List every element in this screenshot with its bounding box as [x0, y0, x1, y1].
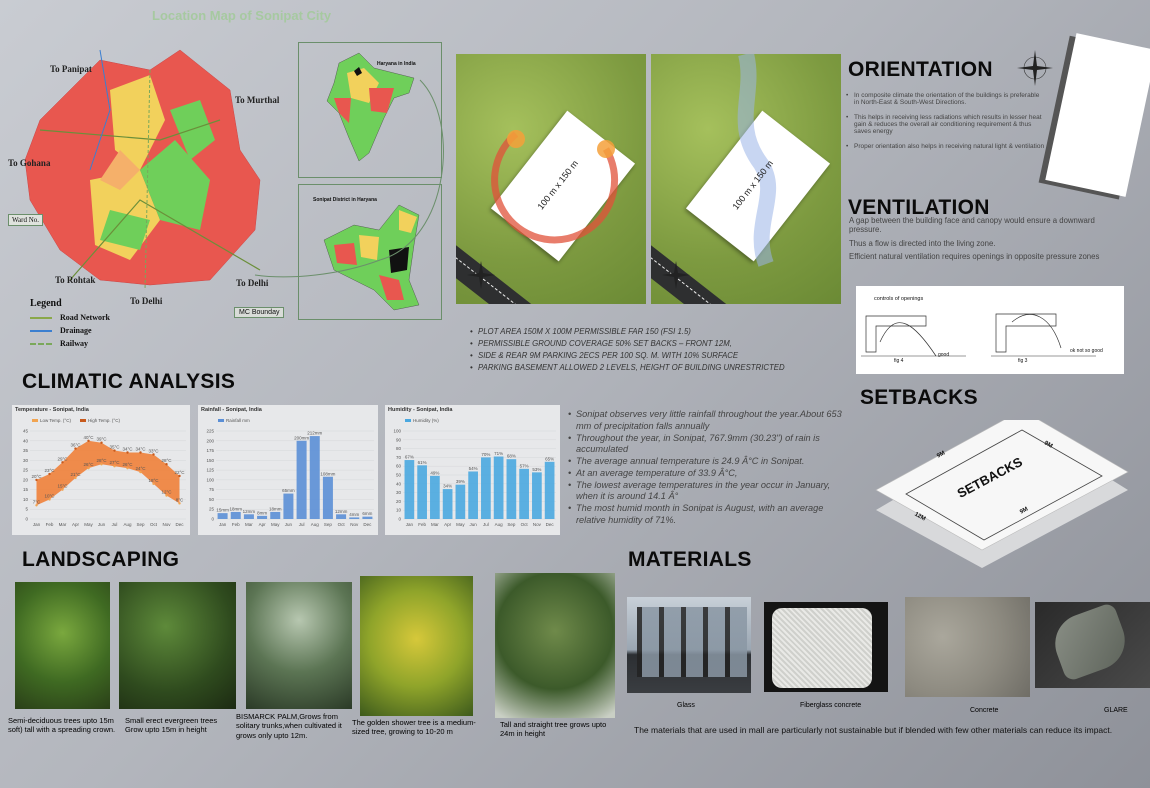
- low-temp-point: [35, 504, 37, 506]
- label-to-delhi-1: To Delhi: [130, 296, 163, 306]
- bar: [297, 441, 307, 519]
- x-tick-label: Aug: [494, 522, 503, 527]
- legend-title: Legend: [30, 298, 62, 309]
- climate-point: • The lowest average temperatures in the year occur in January, when it is around 14.1 Â°: [568, 480, 850, 504]
- bar-data-label: 200mm: [294, 435, 310, 441]
- legend-item-railway: Railway: [30, 339, 110, 348]
- material-glare-photo: [1035, 602, 1150, 688]
- temp-data-label: 23°C: [44, 468, 55, 474]
- y-tick-label: 30: [395, 490, 401, 496]
- y-tick-label: 0: [211, 516, 214, 522]
- temp-data-label: 33°C: [148, 448, 159, 454]
- bar: [405, 460, 415, 519]
- high-temp-point: [74, 447, 76, 449]
- low-temp-point: [139, 471, 141, 473]
- high-temp-point: [48, 473, 50, 475]
- temp-data-label: 22°C: [174, 469, 185, 475]
- inset-india-label: Haryana in India: [377, 61, 416, 67]
- bar-data-label: 6mm: [362, 511, 373, 517]
- low-temp-point: [87, 467, 89, 469]
- legend-swatch: [80, 419, 86, 422]
- bar: [336, 514, 346, 519]
- bar: [362, 517, 372, 519]
- temp-data-label: 26°C: [83, 462, 94, 468]
- temperature-chart-title: Temperature - Sonipat, India: [15, 407, 89, 413]
- legend-swatch: [32, 419, 38, 422]
- label-to-murthal: To Murthal: [235, 95, 280, 105]
- x-tick-label: Feb: [45, 522, 54, 527]
- bar: [257, 516, 267, 519]
- temperature-chart: [12, 405, 190, 535]
- setback-dim: 9M: [936, 450, 947, 460]
- rainfall-chart: [198, 405, 378, 535]
- low-temp-point: [113, 465, 115, 467]
- diagram-title: controls of openings: [874, 296, 924, 302]
- bar-data-label: 54%: [468, 465, 478, 471]
- low-temp-point: [152, 483, 154, 485]
- y-tick-label: 20: [395, 498, 401, 504]
- tree-photo-5: [495, 573, 615, 718]
- legend-label: Low Temp. (°C): [40, 418, 71, 423]
- temp-data-label: 18°C: [148, 477, 159, 483]
- tree-caption-2: Small erect evergreen trees Grow upto 15m in height: [125, 716, 218, 735]
- material-glass-photo: [627, 597, 751, 693]
- setback-dim: 9M: [1019, 506, 1030, 516]
- bar-data-label: 4mm: [349, 511, 360, 517]
- high-temp-point: [61, 461, 63, 463]
- material-label-glass: Glass: [677, 702, 695, 709]
- bar: [443, 489, 453, 519]
- x-tick-label: Aug: [123, 522, 132, 527]
- x-tick-label: Feb: [231, 522, 240, 527]
- low-temp-point: [165, 494, 167, 496]
- climate-point: • At an average temperature of 33.9 Â°C,: [568, 468, 850, 480]
- temp-data-label: 26°C: [122, 462, 133, 468]
- temp-data-label: 8°C: [175, 497, 184, 503]
- bar: [218, 513, 228, 519]
- bar: [519, 469, 529, 519]
- setbacks-diagram: [872, 420, 1132, 570]
- ventilation-line: A gap between the building face and canopy would ensure a downward pressure.: [849, 216, 1095, 235]
- y-tick-label: 40: [22, 438, 28, 444]
- high-temp-point: [35, 479, 37, 481]
- x-tick-label: Dec: [363, 522, 372, 527]
- y-tick-label: 200: [206, 438, 214, 444]
- bar-data-label: 65%: [545, 456, 555, 462]
- bar-data-label: 18mm: [268, 506, 282, 512]
- bar-data-label: 49%: [430, 470, 440, 476]
- temp-data-label: 40°C: [83, 434, 94, 440]
- y-tick-label: 150: [206, 457, 214, 463]
- y-tick-label: 90: [395, 437, 401, 443]
- humidity-chart-title: Humidity - Sonipat, India: [388, 407, 453, 413]
- x-tick-label: Nov: [532, 522, 541, 527]
- x-tick-label: Feb: [418, 522, 427, 527]
- bar-data-label: 39%: [455, 479, 465, 485]
- y-tick-label: 25: [22, 467, 28, 473]
- y-tick-label: 10: [395, 507, 401, 513]
- label-to-rohtak: To Rohtak: [55, 275, 96, 285]
- temp-data-label: 28°C: [96, 458, 107, 464]
- tree-caption-5: Tall and straight tree grows upto 24m in height: [500, 720, 607, 739]
- x-tick-label: Apr: [444, 522, 452, 527]
- x-tick-label: Oct: [149, 522, 158, 527]
- bar-data-label: 12mm: [334, 508, 348, 514]
- temp-data-label: 28°C: [161, 458, 172, 464]
- high-temp-point: [139, 451, 141, 453]
- ventilation-line: Efficient natural ventilation requires openings in opposite pressure zones: [849, 252, 1100, 262]
- x-tick-label: Nov: [350, 522, 359, 527]
- bar: [532, 472, 542, 519]
- temp-data-label: 24°C: [135, 466, 146, 472]
- x-tick-label: May: [84, 522, 93, 527]
- bar: [456, 485, 466, 519]
- high-temp-point: [113, 449, 115, 451]
- bar: [507, 459, 517, 519]
- x-tick-label: Jun: [284, 522, 293, 527]
- x-tick-label: Nov: [162, 522, 171, 527]
- climate-heading: CLIMATIC ANALYSIS: [22, 370, 236, 393]
- bar-data-label: 57%: [519, 463, 529, 469]
- climate-point: • The average annual temperature is 24.9 Â°C in Sonipat.: [568, 456, 850, 468]
- plot-label-2: 100 m x 150 m: [730, 158, 776, 212]
- site-wind-flow: [651, 54, 841, 304]
- x-tick-label: Jun: [469, 522, 477, 527]
- temp-data-label: 21°C: [70, 471, 81, 477]
- y-tick-label: 100: [393, 428, 401, 434]
- plot-label-1: 100 m x 150 m: [535, 158, 581, 212]
- x-tick-label: Jan: [218, 522, 227, 527]
- map-title: Location Map of Sonipat City: [152, 8, 332, 23]
- rainfall-chart-title: Rainfall - Sonipat, India: [201, 407, 262, 413]
- y-tick-label: 50: [208, 496, 214, 502]
- bar-data-label: 68%: [506, 453, 516, 459]
- x-tick-label: May: [270, 522, 280, 527]
- temp-data-label: 27°C: [109, 460, 120, 466]
- legend-swatch: [405, 419, 411, 422]
- material-label-fiberglass: Fiberglass concrete: [800, 702, 862, 709]
- compass-icon-2: [661, 260, 691, 290]
- label-to-delhi-2: To Delhi: [236, 278, 269, 288]
- low-temp-point: [61, 488, 63, 490]
- temp-data-label: 39°C: [96, 436, 107, 442]
- label-mc-boundary: MC Bounday: [234, 307, 284, 318]
- x-tick-label: Dec: [545, 522, 554, 527]
- material-label-glare: GLARE: [1104, 707, 1128, 714]
- temp-data-label: 34°C: [122, 446, 133, 452]
- temp-data-label: 36°C: [70, 442, 81, 448]
- low-temp-point: [126, 467, 128, 469]
- high-temp-point: [178, 475, 180, 477]
- material-fiberglass-photo: [764, 602, 888, 692]
- bar: [494, 457, 504, 519]
- high-temp-point: [152, 453, 154, 455]
- diagram-good: good: [938, 352, 950, 358]
- low-temp-point: [178, 502, 180, 504]
- x-tick-label: Apr: [71, 522, 80, 527]
- x-tick-label: May: [456, 522, 465, 527]
- materials-heading: MATERIALS: [628, 548, 752, 571]
- temp-data-label: 34°C: [135, 446, 146, 452]
- map-legend: [30, 298, 110, 348]
- material-label-concrete: Concrete: [970, 707, 999, 714]
- inset-haryana-label: Sonipat District in Haryana: [313, 197, 377, 203]
- x-tick-label: Mar: [58, 522, 67, 527]
- x-tick-label: Jan: [405, 522, 414, 527]
- legend-label: Rainfall mm: [226, 418, 250, 423]
- high-temp-point: [126, 451, 128, 453]
- x-tick-label: Oct: [337, 522, 345, 527]
- y-tick-label: 100: [206, 477, 214, 483]
- temp-data-label: 20°C: [31, 473, 42, 479]
- y-tick-label: 0: [398, 516, 401, 522]
- landscaping-heading: LANDSCAPING: [22, 548, 180, 571]
- temp-data-label: 35°C: [109, 444, 120, 450]
- y-tick-label: 30: [22, 457, 28, 463]
- tree-photo-4: [360, 576, 473, 716]
- site-notes: [470, 326, 840, 374]
- compass-icon-1: [466, 260, 496, 290]
- legend-item-road: Road Network: [30, 313, 110, 322]
- x-tick-label: Oct: [520, 522, 528, 527]
- label-to-gohana: To Gohana: [8, 158, 51, 168]
- humidity-chart: [385, 405, 560, 535]
- x-tick-label: Dec: [175, 522, 184, 527]
- bar: [468, 471, 478, 519]
- bar-data-label: 70%: [481, 451, 491, 457]
- x-tick-label: Sep: [507, 522, 516, 527]
- setbacks-center-label: SETBACKS: [954, 454, 1025, 501]
- site-sun-path: [456, 54, 646, 304]
- orientation-point: • This helps in receiving less radiations which results in lesser heat gain & reduces the overall air conditioning requirement & thus saves energy: [846, 114, 1046, 135]
- climate-points: [568, 409, 850, 527]
- tree-photo-2: [119, 582, 236, 709]
- x-tick-label: Mar: [431, 522, 439, 527]
- y-tick-label: 45: [22, 428, 28, 434]
- y-tick-label: 50: [395, 472, 401, 478]
- label-to-panipat: To Panipat: [50, 64, 92, 74]
- temp-data-label: 15°C: [57, 483, 68, 489]
- low-temp-point: [100, 463, 102, 465]
- orientation-point: • Proper orientation also helps in receiving natural light & ventilation: [846, 143, 1046, 150]
- bar-data-label: 53%: [532, 466, 542, 472]
- bar-data-label: 18mm: [229, 506, 243, 512]
- climate-point: • Throughout the year, in Sonipat, 767.9mm (30.23") of rain is accumulated: [568, 433, 850, 457]
- orientation-building: [1045, 33, 1150, 197]
- bar-data-label: 108mm: [320, 471, 336, 477]
- diagram-fig4: fig 4: [894, 358, 904, 364]
- orientation-point: • In composite climate the orientation of the buildings is preferable in North-East & South-West Directions.: [846, 92, 1046, 106]
- y-tick-label: 70: [395, 454, 401, 460]
- bar-data-label: 65mm: [282, 488, 295, 494]
- compass-icon-orientation: [1015, 48, 1055, 88]
- y-tick-label: 0: [25, 516, 28, 522]
- legend-label: Humidity (%): [413, 418, 439, 423]
- y-tick-label: 20: [22, 477, 28, 483]
- materials-note: The materials that are used in mall are particularly not sustainable but if blended with few other materials can reduce its impact.: [634, 725, 1113, 735]
- bar-data-label: 8mm: [257, 510, 268, 516]
- orientation-points: [846, 92, 1046, 150]
- bar-data-label: 212mm: [307, 430, 323, 436]
- low-temp-point: [74, 477, 76, 479]
- tree-photo-3: [246, 582, 352, 709]
- x-tick-label: Jun: [97, 522, 106, 527]
- bar: [283, 494, 293, 519]
- legend-label: High Temp. (°C): [88, 418, 120, 423]
- ventilation-heading: VENTILATION: [848, 196, 990, 219]
- orientation-heading: ORIENTATION: [848, 58, 993, 81]
- temp-data-label: 10°C: [44, 493, 55, 499]
- y-tick-label: 175: [206, 448, 214, 454]
- bar: [545, 462, 555, 519]
- bar: [244, 514, 254, 519]
- legend-item-drainage: Drainage: [30, 326, 110, 335]
- tree-caption-3: BISMARCK PALM,Grows from solitary trunks,when cultivated it grows only upto 12m.: [236, 712, 342, 740]
- bar: [231, 512, 241, 519]
- bar-data-label: 71%: [494, 451, 504, 457]
- bar: [481, 457, 491, 519]
- x-tick-label: Apr: [258, 522, 266, 527]
- bar: [349, 517, 359, 519]
- y-tick-label: 125: [206, 467, 214, 473]
- bar: [270, 512, 280, 519]
- site-note: • PARKING BASEMENT ALLOWED 2 LEVELS, HEIGHT OF BUILDING UNRESTRICTED: [470, 362, 840, 374]
- tree-caption-4: The golden shower tree is a medium-sized tree, growing to 10-20 m: [352, 718, 476, 737]
- x-tick-label: Jul: [482, 522, 489, 527]
- temp-data-label: 7°C: [32, 499, 41, 505]
- ventilation-line: Thus a flow is directed into the living zone.: [849, 238, 996, 248]
- x-tick-label: Jul: [111, 522, 118, 527]
- y-tick-label: 25: [208, 506, 214, 512]
- y-tick-label: 80: [395, 446, 401, 452]
- high-temp-point: [100, 442, 102, 444]
- y-tick-label: 40: [395, 481, 401, 487]
- y-tick-label: 10: [22, 496, 28, 502]
- x-tick-label: Jul: [298, 522, 305, 527]
- label-ward-no: Ward No.: [8, 214, 43, 226]
- material-concrete-photo: [905, 597, 1030, 697]
- site-note: • PERMISSIBLE GROUND COVERAGE 50% SET BACKS – FRONT 12M,: [470, 338, 840, 350]
- ventilation-diagram: [856, 286, 1124, 374]
- high-temp-point: [165, 463, 167, 465]
- site-note: • SIDE & REAR 9M PARKING 2ECS PER 100 SQ. M. WITH 10% SURFACE: [470, 350, 840, 362]
- temp-data-label: 12°C: [161, 489, 172, 495]
- y-tick-label: 5: [25, 506, 28, 512]
- bar: [310, 436, 320, 519]
- y-tick-label: 60: [395, 463, 401, 469]
- x-tick-label: Sep: [323, 522, 332, 527]
- bar: [430, 476, 440, 519]
- temp-data-label: 29°C: [57, 456, 68, 462]
- low-temp-point: [48, 498, 50, 500]
- bar-data-label: 15mm: [216, 507, 229, 513]
- y-tick-label: 225: [206, 428, 214, 434]
- diagram-not-good: ok not so good: [1070, 348, 1103, 354]
- bar-data-label: 61%: [417, 459, 427, 465]
- tree-caption-1: Semi-deciduous trees upto 15m soft) tall with a spreading crown.: [8, 716, 116, 735]
- x-tick-label: Aug: [310, 522, 319, 527]
- high-temp-point: [87, 440, 89, 442]
- x-tick-label: Mar: [245, 522, 253, 527]
- legend-swatch: [218, 419, 224, 422]
- setback-dim: 9M: [1043, 440, 1054, 450]
- bar-data-label: 67%: [404, 454, 414, 460]
- setback-dim: 12M: [913, 511, 927, 523]
- y-tick-label: 75: [208, 487, 214, 493]
- climate-point: • Sonipat observes very little rainfall throughout the year.About 653 mm of precipitation falls annually: [568, 409, 850, 433]
- x-tick-label: Jan: [32, 522, 41, 527]
- site-note: • PLOT AREA 150M X 100M PERMISSIBLE FAR 150 (FSI 1.5): [470, 326, 840, 338]
- x-tick-label: Sep: [136, 522, 145, 527]
- tree-photo-1: [15, 582, 110, 709]
- diagram-fig3: fig 3: [1018, 358, 1028, 364]
- ventilation-text: [849, 216, 1109, 261]
- climate-point: • The most humid month in Sonipat is August, with an average relative humidity of 71%.: [568, 503, 850, 527]
- bar-data-label: 12mm: [242, 508, 256, 514]
- y-tick-label: 15: [22, 487, 28, 493]
- map-connector: [250, 60, 460, 290]
- bar: [417, 465, 427, 519]
- setbacks-heading: SETBACKS: [860, 386, 978, 409]
- bar: [323, 477, 333, 519]
- bar-data-label: 34%: [443, 483, 453, 489]
- y-tick-label: 35: [22, 448, 28, 454]
